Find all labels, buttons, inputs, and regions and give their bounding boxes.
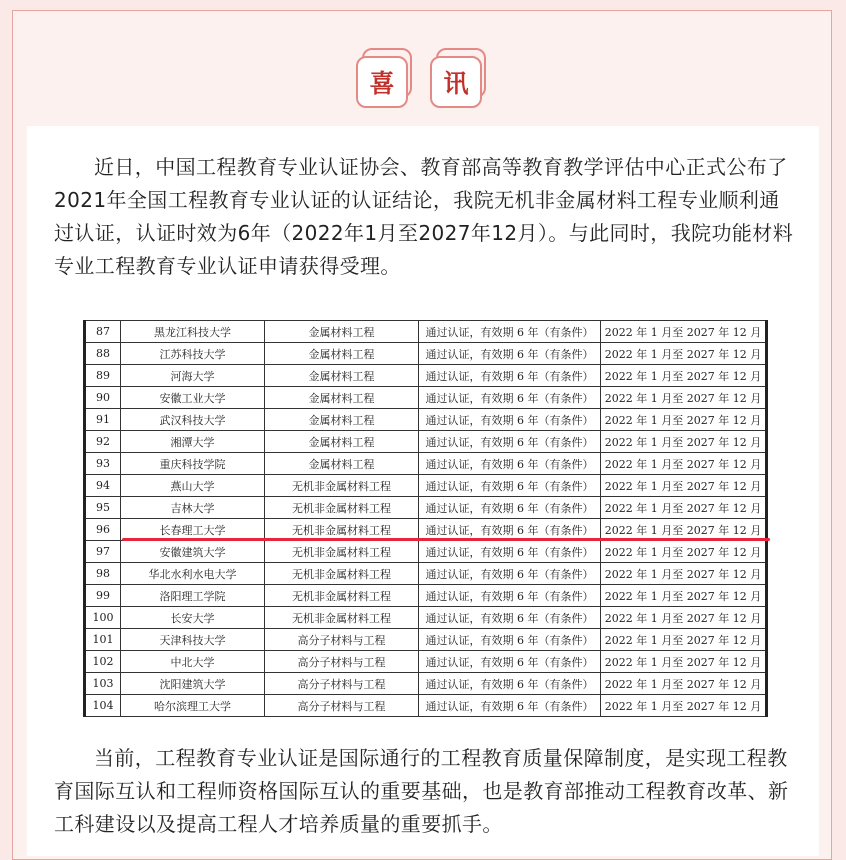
cell-major: 无机非金属材料工程 [265, 585, 419, 607]
cell-result: 通过认证，有效期 6 年（有条件） [419, 541, 601, 563]
cell-result: 通过认证，有效期 6 年（有条件） [419, 651, 601, 673]
table-row [85, 431, 767, 453]
cell-school: 武汉科技大学 [121, 409, 265, 431]
cell-school: 安徽建筑大学 [121, 541, 265, 563]
cell-period: 2022 年 1 月至 2027 年 12 月 [601, 431, 767, 453]
highlight-underline [122, 538, 770, 541]
table-row [85, 453, 767, 475]
table-row [85, 343, 767, 365]
cell-school: 河海大学 [121, 365, 265, 387]
cell-no: 88 [85, 343, 121, 365]
cell-major: 金属材料工程 [265, 409, 419, 431]
cell-period: 2022 年 1 月至 2027 年 12 月 [601, 475, 767, 497]
table-row [85, 651, 767, 673]
cell-period: 2022 年 1 月至 2027 年 12 月 [601, 651, 767, 673]
cell-no: 90 [85, 387, 121, 409]
cell-no: 101 [85, 629, 121, 651]
cell-school: 长安大学 [121, 607, 265, 629]
cell-major: 金属材料工程 [265, 387, 419, 409]
table-row [85, 563, 767, 585]
cell-major: 高分子材料与工程 [265, 629, 419, 651]
cell-result: 通过认证，有效期 6 年（有条件） [419, 607, 601, 629]
table-row [85, 387, 767, 409]
cell-no: 98 [85, 563, 121, 585]
cell-period: 2022 年 1 月至 2027 年 12 月 [601, 365, 767, 387]
cell-school: 吉林大学 [121, 497, 265, 519]
cell-major: 金属材料工程 [265, 321, 419, 343]
table-row [85, 475, 767, 497]
cell-no: 99 [85, 585, 121, 607]
cell-school: 黑龙江科技大学 [121, 321, 265, 343]
cell-no: 96 [85, 519, 121, 541]
cell-no: 100 [85, 607, 121, 629]
cell-major: 金属材料工程 [265, 343, 419, 365]
cell-result: 通过认证，有效期 6 年（有条件） [419, 475, 601, 497]
cell-no: 91 [85, 409, 121, 431]
cell-major: 无机非金属材料工程 [265, 607, 419, 629]
cell-no: 102 [85, 651, 121, 673]
table-row [85, 409, 767, 431]
table-row [85, 607, 767, 629]
table-row [85, 673, 767, 695]
heading-badge-1 [356, 52, 412, 108]
cell-school: 长春理工大学 [121, 519, 265, 541]
table-row [85, 321, 767, 343]
cell-period: 2022 年 1 月至 2027 年 12 月 [601, 607, 767, 629]
cell-result: 通过认证，有效期 6 年（有条件） [419, 673, 601, 695]
cell-result: 通过认证，有效期 6 年（有条件） [419, 343, 601, 365]
cell-school: 安徽工业大学 [121, 387, 265, 409]
cell-result: 通过认证，有效期 6 年（有条件） [419, 453, 601, 475]
cell-no: 94 [85, 475, 121, 497]
heading-char-1: 喜 [356, 56, 408, 108]
cell-no: 93 [85, 453, 121, 475]
cell-school: 燕山大学 [121, 475, 265, 497]
outro-paragraph: 当前，工程教育专业认证是国际通行的工程教育质量保障制度，是实现工程教育国际互认和工程师资格国际互认的重要基础，也是教育部推动工程教育改革、新工科建设以及提高工程人才培养质量的重要抓手。 [54, 746, 789, 836]
heading-badge-2 [430, 52, 486, 108]
cell-major: 高分子材料与工程 [265, 673, 419, 695]
cell-school: 重庆科技学院 [121, 453, 265, 475]
cell-no: 92 [85, 431, 121, 453]
cell-major: 无机非金属材料工程 [265, 541, 419, 563]
cell-major: 高分子材料与工程 [265, 651, 419, 673]
cell-period: 2022 年 1 月至 2027 年 12 月 [601, 343, 767, 365]
cell-result: 通过认证，有效期 6 年（有条件） [419, 497, 601, 519]
cell-major: 无机非金属材料工程 [265, 563, 419, 585]
cell-period: 2022 年 1 月至 2027 年 12 月 [601, 563, 767, 585]
cell-result: 通过认证，有效期 6 年（有条件） [419, 585, 601, 607]
cell-school: 江苏科技大学 [121, 343, 265, 365]
table-row [85, 497, 767, 519]
table-row [85, 629, 767, 651]
cell-no: 97 [85, 541, 121, 563]
cell-school: 中北大学 [121, 651, 265, 673]
cell-period: 2022 年 1 月至 2027 年 12 月 [601, 541, 767, 563]
cell-result: 通过认证，有效期 6 年（有条件） [419, 519, 601, 541]
cell-school: 洛阳理工学院 [121, 585, 265, 607]
cell-school: 天津科技大学 [121, 629, 265, 651]
cell-result: 通过认证，有效期 6 年（有条件） [419, 563, 601, 585]
cell-major: 金属材料工程 [265, 431, 419, 453]
table-row [85, 541, 767, 563]
cell-result: 通过认证，有效期 6 年（有条件） [419, 409, 601, 431]
heading-char-2: 讯 [430, 56, 482, 108]
certification-table-body [85, 321, 767, 717]
cell-period: 2022 年 1 月至 2027 年 12 月 [601, 695, 767, 717]
cell-period: 2022 年 1 月至 2027 年 12 月 [601, 453, 767, 475]
cell-school: 哈尔滨理工大学 [121, 695, 265, 717]
table-row [85, 585, 767, 607]
cell-result: 通过认证，有效期 6 年（有条件） [419, 321, 601, 343]
cell-major: 金属材料工程 [265, 365, 419, 387]
cell-major: 高分子材料与工程 [265, 695, 419, 717]
cell-result: 通过认证，有效期 6 年（有条件） [419, 387, 601, 409]
certification-table [83, 320, 768, 717]
table-row [85, 365, 767, 387]
cell-result: 通过认证，有效期 6 年（有条件） [419, 695, 601, 717]
cell-result: 通过认证，有效期 6 年（有条件） [419, 629, 601, 651]
cell-result: 通过认证，有效期 6 年（有条件） [419, 431, 601, 453]
cell-no: 95 [85, 497, 121, 519]
cell-school: 沈阳建筑大学 [121, 673, 265, 695]
cell-no: 87 [85, 321, 121, 343]
table-row [85, 695, 767, 717]
cell-major: 无机非金属材料工程 [265, 475, 419, 497]
cell-period: 2022 年 1 月至 2027 年 12 月 [601, 673, 767, 695]
cell-school: 湘潭大学 [121, 431, 265, 453]
cell-result: 通过认证，有效期 6 年（有条件） [419, 365, 601, 387]
cell-period: 2022 年 1 月至 2027 年 12 月 [601, 321, 767, 343]
cell-period: 2022 年 1 月至 2027 年 12 月 [601, 629, 767, 651]
intro-paragraph: 近日，中国工程教育专业认证协会、教育部高等教育教学评估中心正式公布了2021年全国工程教育专业认证的认证结论，我院无机非金属材料工程专业顺利通过认证，认证时效为6年（2022年1月至2027年12月）。与此同时，我院功能材料专业工程教育专业认证申请获得受理。 [54, 155, 794, 278]
cell-major: 金属材料工程 [265, 453, 419, 475]
cell-school: 华北水利水电大学 [121, 563, 265, 585]
cell-period: 2022 年 1 月至 2027 年 12 月 [601, 585, 767, 607]
cell-period: 2022 年 1 月至 2027 年 12 月 [601, 387, 767, 409]
cell-no: 103 [85, 673, 121, 695]
cell-period: 2022 年 1 月至 2027 年 12 月 [601, 519, 767, 541]
cell-no: 89 [85, 365, 121, 387]
cell-period: 2022 年 1 月至 2027 年 12 月 [601, 409, 767, 431]
announcement-heading [0, 52, 846, 116]
cell-no: 104 [85, 695, 121, 717]
cell-major: 无机非金属材料工程 [265, 519, 419, 541]
cell-major: 无机非金属材料工程 [265, 497, 419, 519]
cell-period: 2022 年 1 月至 2027 年 12 月 [601, 497, 767, 519]
